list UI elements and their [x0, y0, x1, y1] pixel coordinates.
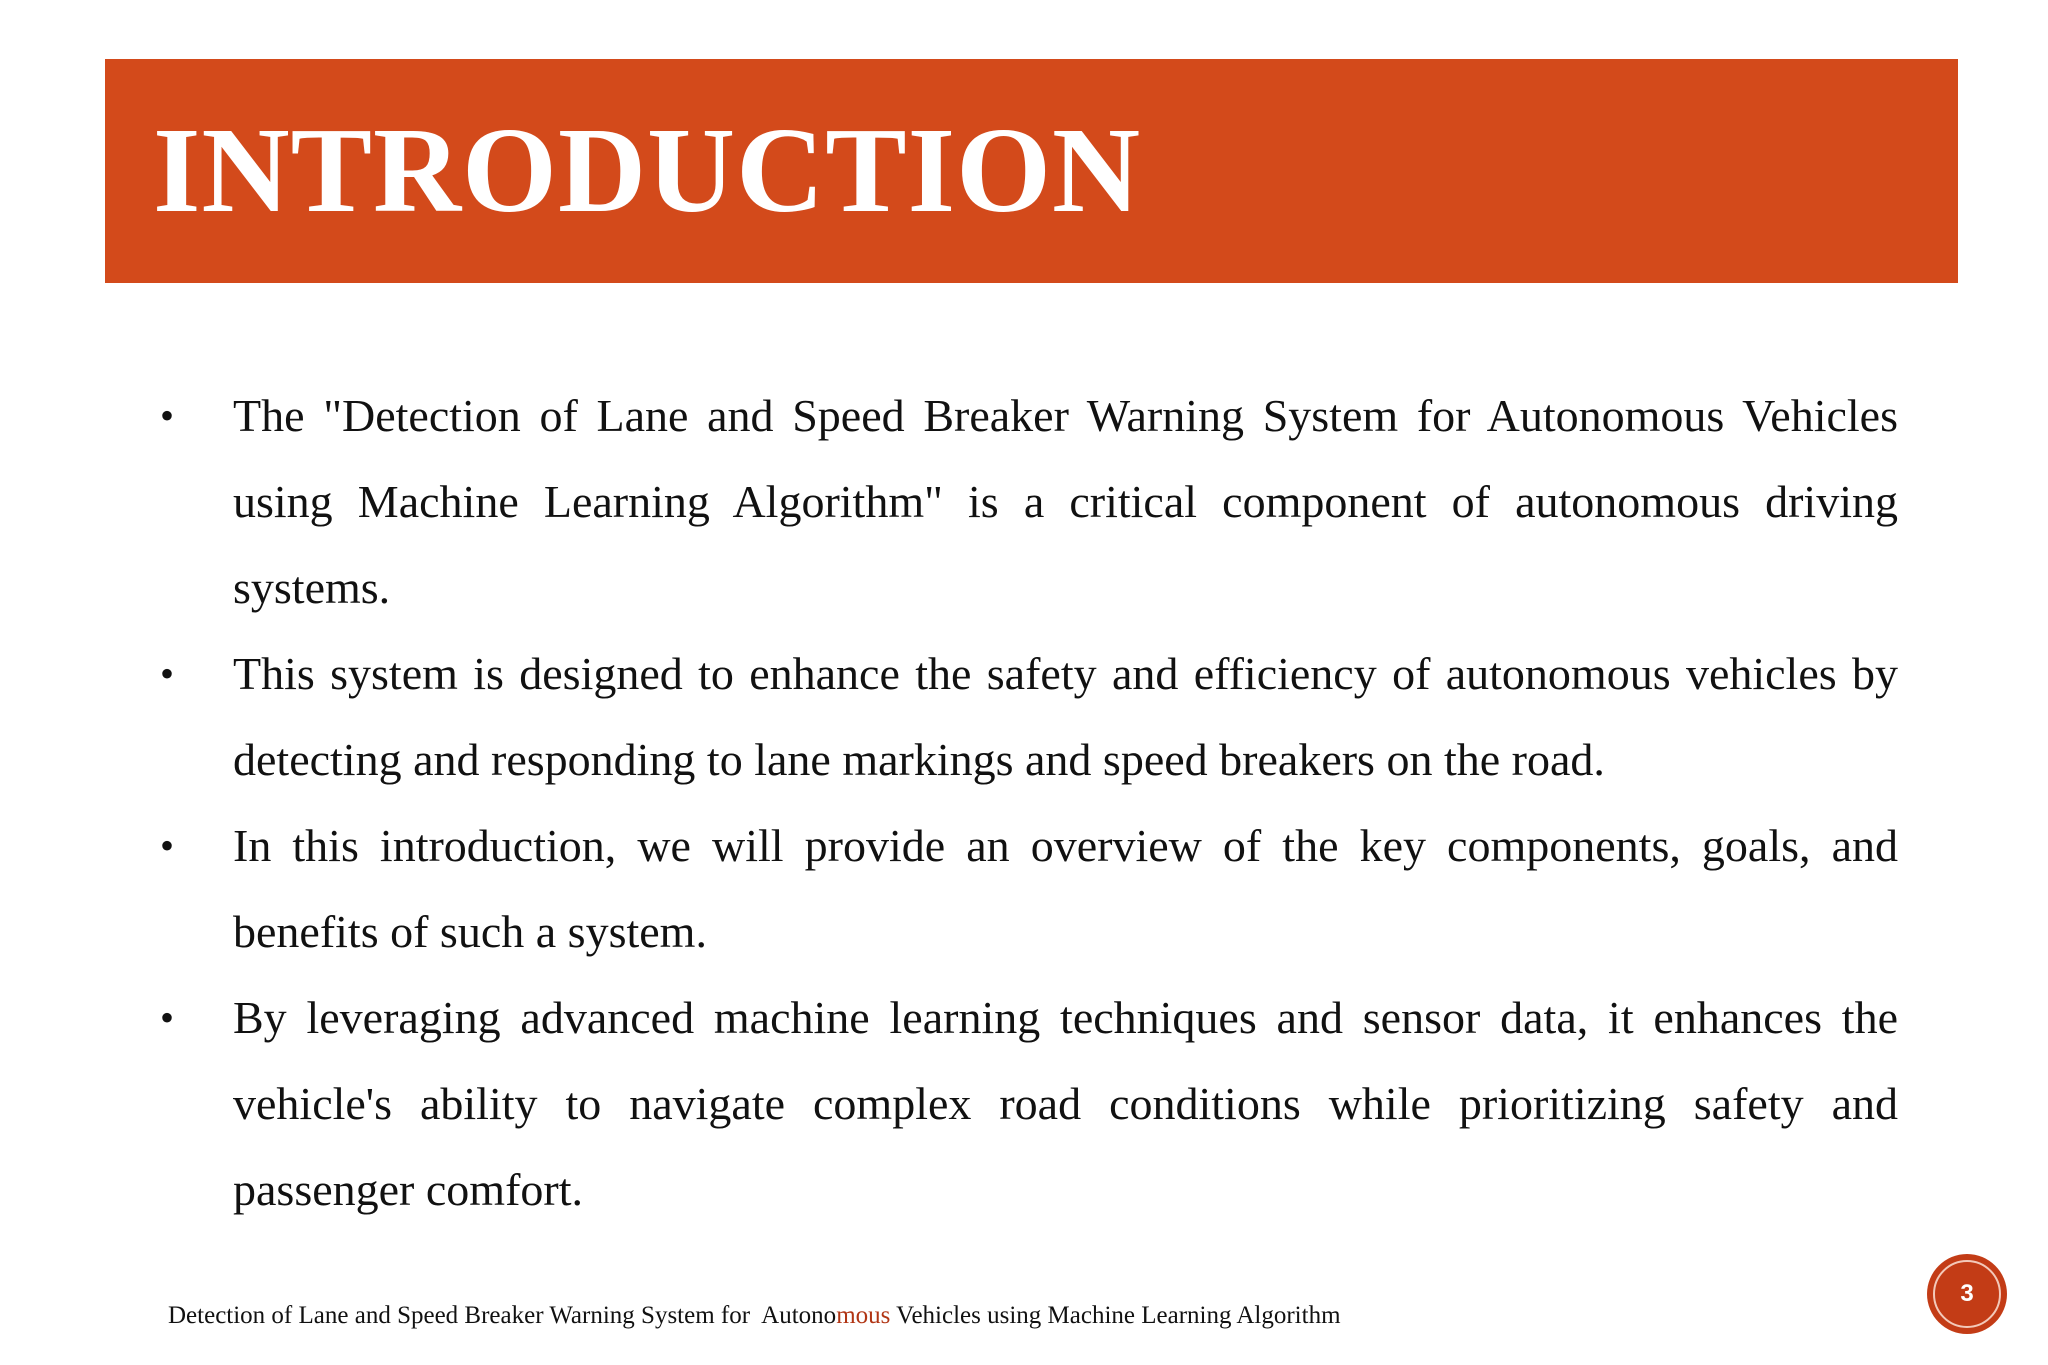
bullet-icon: •: [160, 651, 175, 696]
bullet-text: This system is designed to enhance the safety and efficiency of autonomous vehicles by detecting and responding to lane markings and speed breakers on the road.: [233, 648, 1898, 785]
list-item: [160, 373, 1898, 631]
slide-footer: [168, 1303, 1341, 1328]
bullet-icon: •: [160, 995, 175, 1040]
page-number-badge: [1927, 1254, 2007, 1334]
footer-text-part3: Vehicles using Machine Learning Algorithm: [890, 1302, 1341, 1329]
list-item: [160, 803, 1898, 975]
bullet-icon: •: [160, 823, 175, 868]
list-item: [160, 631, 1898, 803]
slide-title: INTRODUCTION: [153, 103, 1142, 238]
title-banner: [105, 59, 1958, 283]
bullet-text: The "Detection of Lane and Speed Breaker Warning System for Autonomous Vehicles using Machine Learning Algorithm" is a critical component of autonomous driving systems.: [233, 390, 1898, 613]
footer-text-part1: Detection of Lane and Speed Breaker Warning System for Autono: [168, 1302, 837, 1329]
bullet-text: In this introduction, we will provide an overview of the key components, goals, and benefits of such a system.: [233, 820, 1898, 957]
bullet-list: [160, 373, 1898, 1233]
bullet-text: By leveraging advanced machine learning techniques and sensor data, it enhances the vehicle's ability to navigate complex road conditions while prioritizing safety and passenger comfort.: [233, 992, 1898, 1215]
footer-text-accent: mous: [836, 1302, 891, 1329]
list-item: [160, 975, 1898, 1233]
bullet-icon: •: [160, 393, 175, 438]
page-number: 3: [1960, 1280, 1974, 1307]
